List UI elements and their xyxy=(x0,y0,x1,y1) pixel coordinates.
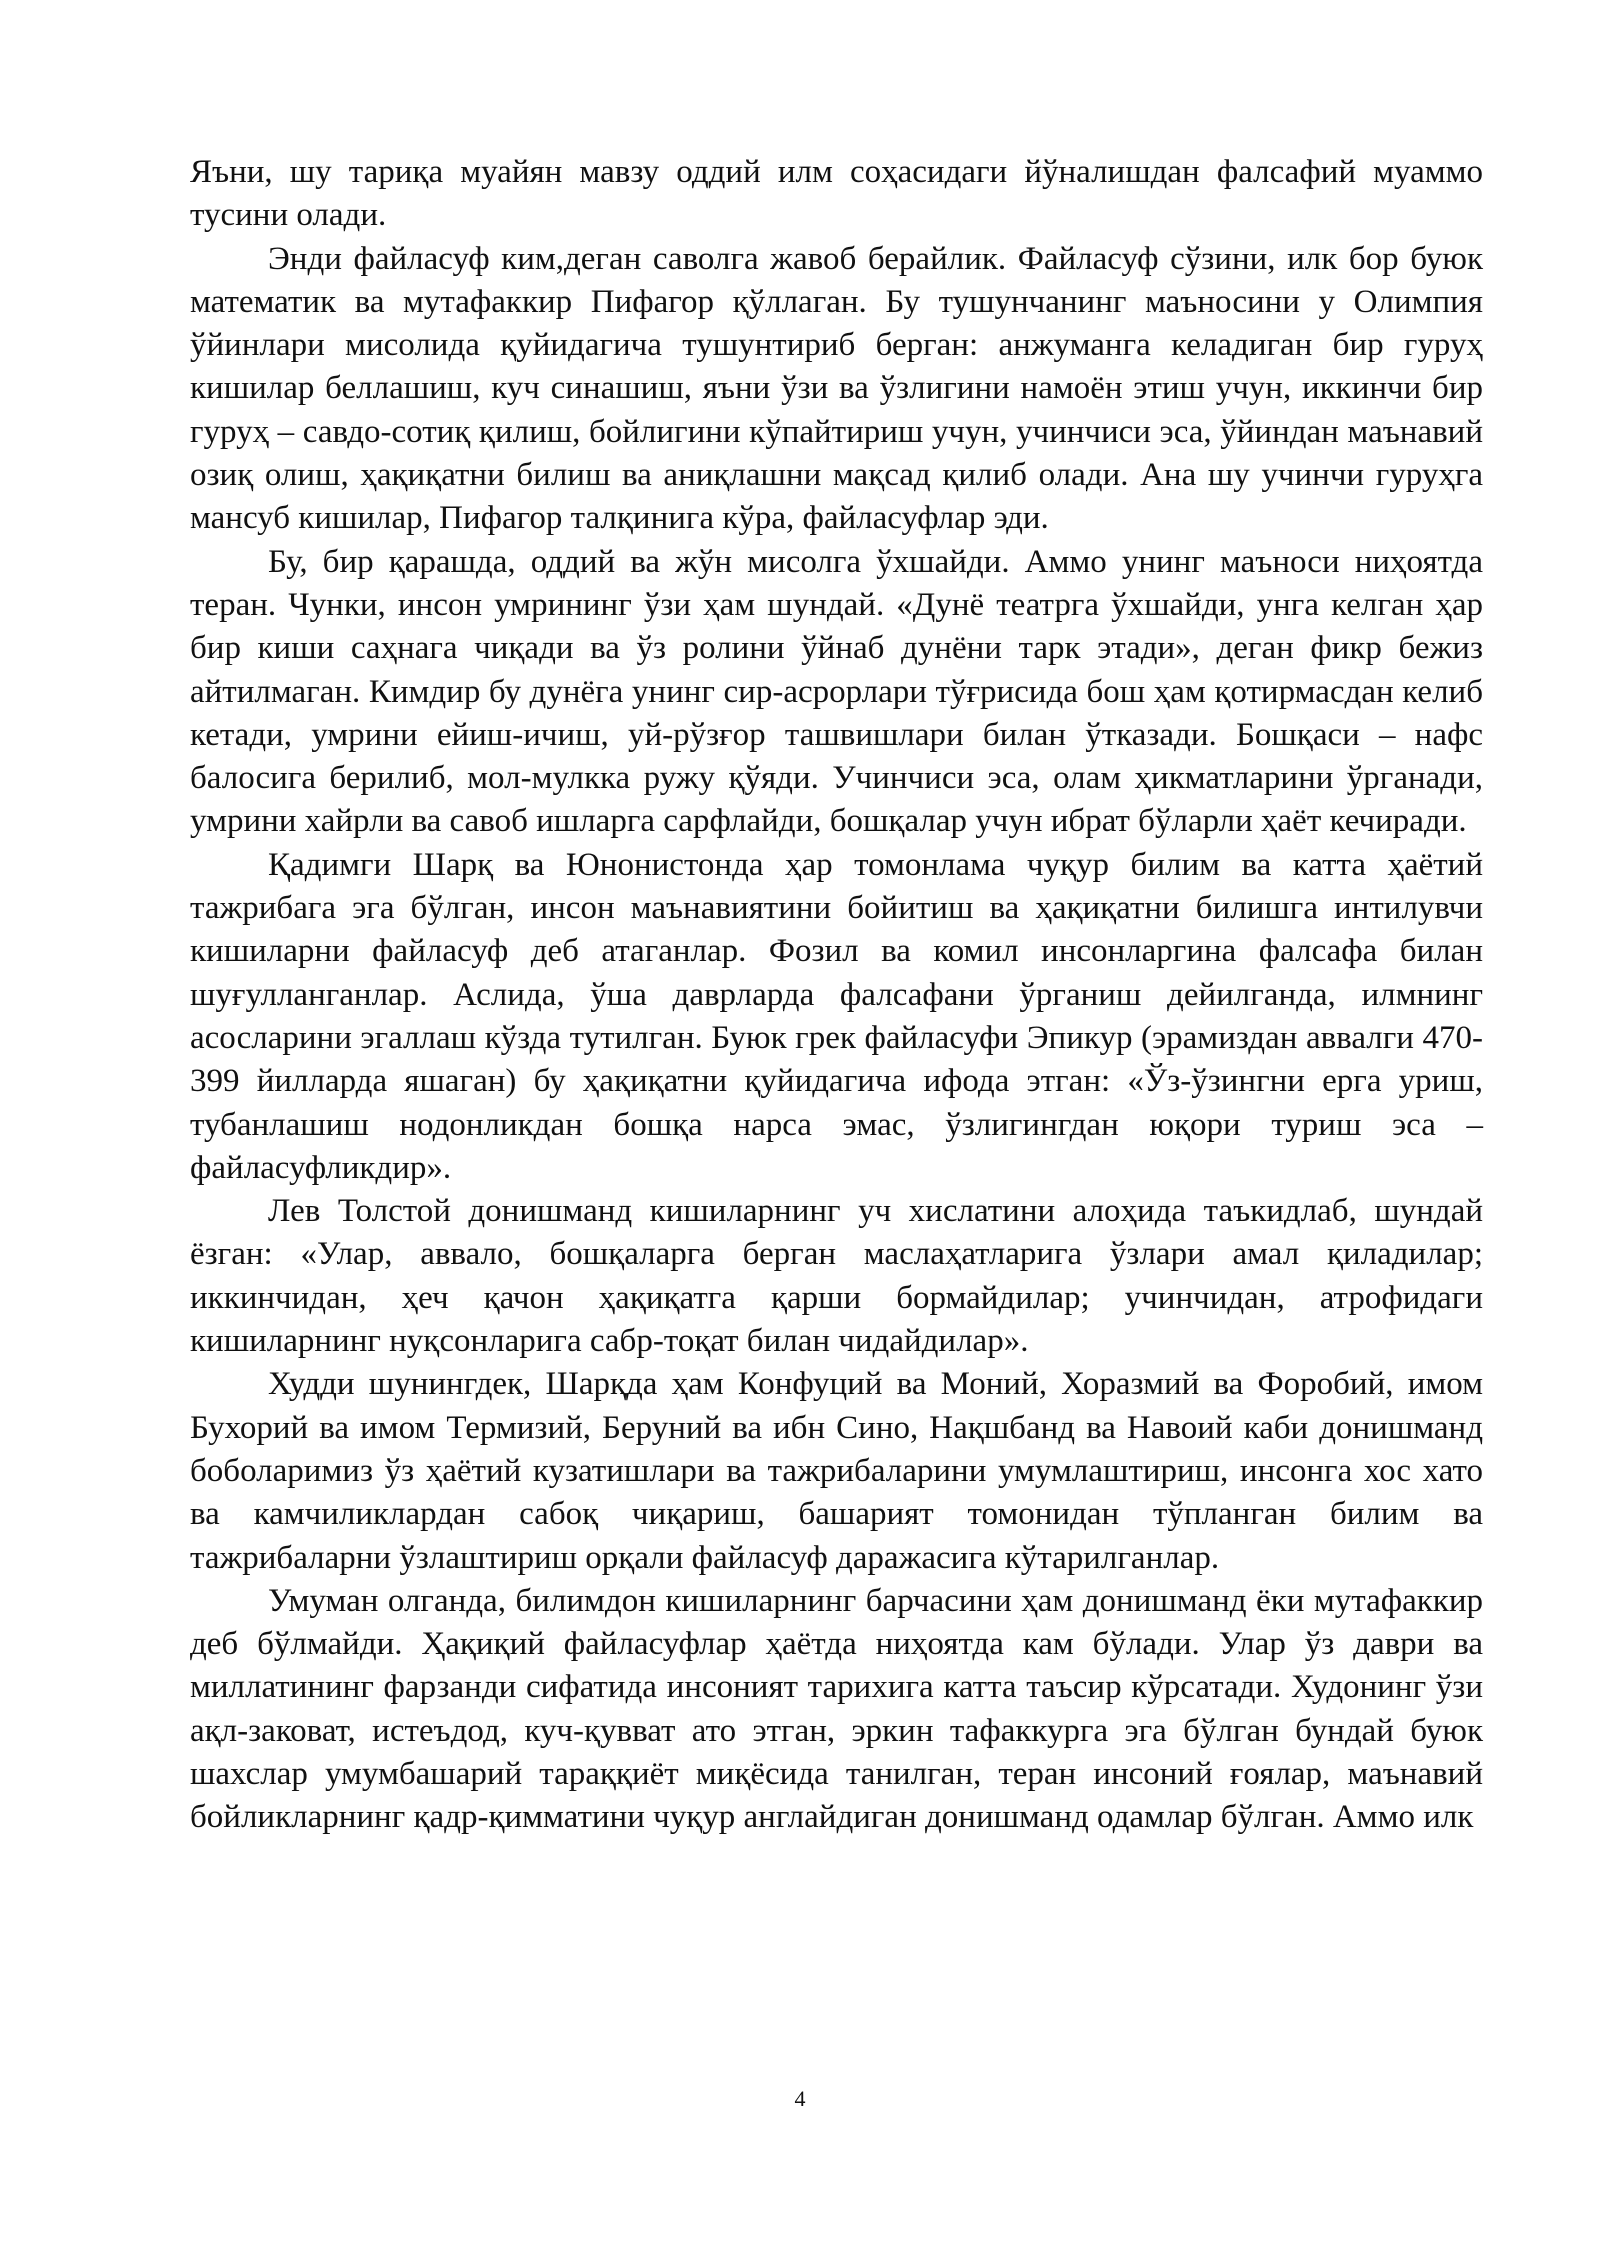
paragraph-3: Бу, бир қарашда, оддий ва жўн мисолга ўхшайди. Аммо унинг маъноси ниҳоятда теран. Чунки, инсон умрининг ўзи ҳам шундай. «Дунё театрга ўхшайди, унга келган ҳар бир киши саҳнага чиқади ва ўз ролини ўйнаб дунёни тарк этади», деган фикр бежиз айтилмаган. Кимдир бу дунёга унинг сир-асрорлари тўғрисида бош ҳам қотирмасдан келиб кетади, умрини ейиш-ичиш, уй-рўзғор ташвишлари билан ўтказади. Бошқаси – нафс балосига берилиб, мол-мулкка ружу қўяди. Учинчиси эса, олам ҳикматларини ўрганади, умрини хайрли ва савоб ишларга сарфлайди, бошқалар учун ибрат бўларли ҳаёт кечиради. xyxy=(190,543,1483,840)
paragraph-1: Яъни, шу тариқа муайян мавзу оддий илм соҳасидаги йўналишдан фалсафий муаммо тусини олади. xyxy=(190,154,1483,234)
paragraph-2: Энди файласуф ким,деган саволга жавоб берайлик. Файласуф сўзини, илк бор буюк математик ва мутафаккир Пифагор қўллаган. Бу тушунчанинг маъносини у Олимпия ўйинлари мисолида қуйидагича тушунтириб берган: анжуманга келадиган бир гуруҳ кишилар беллашиш, куч синашиш, яъни ўзи ва ўзлигини намоён этиш учун, иккинчи бир гуруҳ – савдо-сотиқ қилиш, бойлигини кўпайтириш учун, учинчиси эса, ўйиндан маънавий озиқ олиш, ҳақиқатни билиш ва аниқлашни мақсад қилиб олади. Ана шу учинчи гуруҳга мансуб кишилар, Пифагор талқинига кўра, файласуфлар эди. xyxy=(190,240,1483,537)
paragraph-7: Умуман олганда, билимдон кишиларнинг барчасини ҳам донишманд ёки мутафаккир деб бўлмайди. Ҳақиқий файласуфлар ҳаётда ниҳоятда кам бўлади. Улар ўз даври ва миллатининг фарзанди сифатида инсоният тарихига катта таъсир кўрсатади. Худонинг ўзи ақл-заковат, истеъдод, куч-қувват ато этган, эркин тафаккурга эга бўлган бундай буюк шахслар умумбашарий тараққиёт миқёсида танилган, теран инсоний ғоялар, маънавий бойликларнинг қадр-қимматини чуқур англайдиган донишманд одамлар бўлган. Аммо илк xyxy=(190,1582,1483,1836)
paragraph-6: Худди шунингдек, Шарқда ҳам Конфуций ва Моний, Хоразмий ва Форобий, имом Бухорий ва имом Термизий, Беруний ва ибн Сино, Нақшбанд ва Навоий каби донишманд боболаримиз ўз ҳаётий кузатишлари ва тажрибаларини умумлаштириш, инсонга хос хато ва камчиликлардан сабоқ чиқариш, башарият томонидан тўпланган билим ва тажрибаларни ўзлаштириш орқали файласуф даражасига кўтарилганлар. xyxy=(190,1366,1483,1576)
paragraph-4: Қадимги Шарқ ва Юнонистонда ҳар томонлама чуқур билим ва катта ҳаётий тажрибага эга бўлган, инсон маънавиятини бойитиш ва ҳақиқатни билишга интилувчи кишиларни файласуф деб атаганлар. Фозил ва комил инсонларгина фалсафа билан шуғулланганлар. Аслида, ўша даврларда фалсафани ўрганиш дейилганда, илмнинг асосларини эгаллаш кўзда тутилган. Буюк грек файласуфи Эпикур (эрамиздан аввалги 470-399 йилларда яшаган) бу ҳақиқатни қуйидагича ифода этган: «Ўз-ўзингни ерга уриш, тубанлашиш нодонликдан бошқа нарса эмас, ўзлигингдан юқори туриш эса – файласуфликдир». xyxy=(190,846,1483,1186)
paragraph-5: Лев Толстой донишманд кишиларнинг уч хислатини алоҳида таъкидлаб, шундай ёзган: «Улар, аввало, бошқаларга берган маслаҳатларига ўзлари амал қиладилар; иккинчидан, ҳеч қачон ҳақиқатга қарши бормайдилар; учинчидан, атрофидаги кишиларнинг нуқсонларига сабр-тоқат билан чидайдилар». xyxy=(190,1193,1483,1360)
body-text xyxy=(190,151,1483,1840)
page-number: 4 xyxy=(794,2086,806,2111)
